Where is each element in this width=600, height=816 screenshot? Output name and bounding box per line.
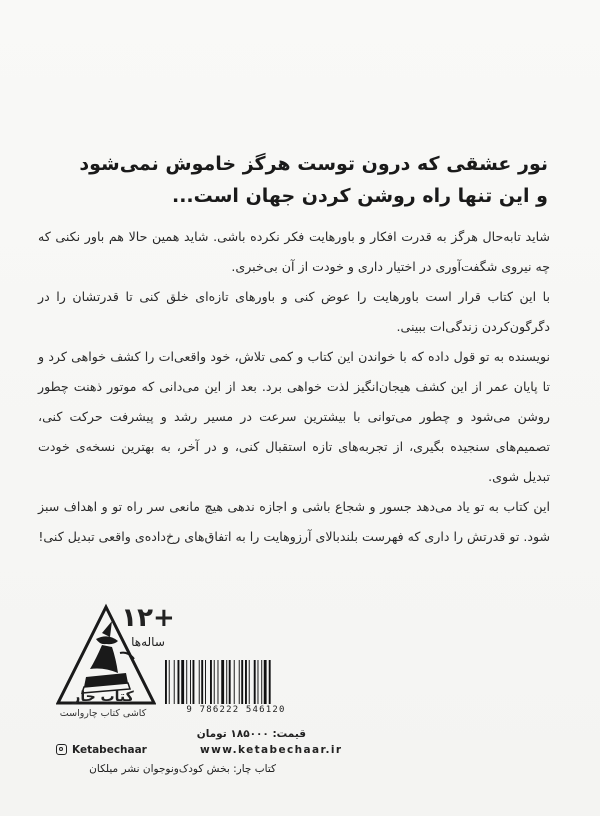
publisher-credit: کتاب چار: بخش کودک‌ونوجوان نشر میلکان (89, 763, 276, 775)
headline (79, 148, 548, 212)
footer-contact (56, 741, 556, 759)
website-link[interactable]: www.ketabechaar.ir (200, 744, 343, 756)
barcode (161, 660, 311, 724)
instagram-handle[interactable]: Ketabechaar (72, 744, 147, 756)
blurb-paragraph-1: شاید تابه‌حال هرگز به قدرت افکار و باورهایت فکر نکرده باشی. شاید همین حالا هم باور نکنی که چه نیروی شگفت‌آوری در اختیار داری و خودت از آن بی‌خبری. (38, 229, 550, 274)
age-rating-number: +۱۲ (121, 603, 175, 633)
publisher-logo-subtitle: کاشی کتاب چارواست (59, 708, 147, 719)
price-label: قیمت: ۱۸۵۰۰۰ تومان (196, 728, 306, 740)
age-rating-badge (118, 604, 178, 650)
headline-line-1: نور عشقی که درون توست هرگز خاموش نمی‌شود (79, 153, 548, 175)
blurb-paragraph-2: با این کتاب قرار است باورهایت را عوض کنی و باورهای تازه‌ای خلق کنی تا قدرتشان را در دگرگون‌کردن زندگی‌ات ببینی. (38, 289, 550, 334)
age-rating-label: ساله‌ها (131, 635, 165, 649)
barcode-digits: 9 786222 546120 (186, 705, 286, 715)
instagram-icon (56, 744, 67, 755)
headline-line-2: و این تنها راه روشن کردن جهان است... (171, 185, 548, 207)
publisher-logo-name: کتاب چار (72, 689, 134, 705)
blurb-paragraph-3: نویسنده به تو قول داده که با خواندن این کتاب و کمی تلاش، خود واقعی‌ات را کشف خواهی کرد و تا پایان عمر از این کشف هیجان‌انگیز لذت خواهی برد. بعد از این می‌دانی که موتور ذهنت چطور روشن می‌شود و چطور می‌توانی با بیشترین سرعت در مسیر رشد و پیشرفت حرکت کنی، تصمیم‌های سنجیده بگیری، از تجربه‌های تازه استقبال کنی، و در آخر، به بهترین نسخه‌ی خودت تبدیل شوی. (38, 349, 550, 484)
barcode-bars (163, 660, 309, 704)
blurb (38, 222, 550, 552)
blurb-paragraph-4: این کتاب به تو یاد می‌دهد جسور و شجاع باشی و اجازه ندهی هیچ مانعی سر راه تو و اهداف سبز شود. تو قدرتش را داری که فهرست بلندبالای آرزوهایت را به اتفاق‌های رخ‌داده‌ی واقعی تبدیل کنی! (38, 499, 550, 544)
